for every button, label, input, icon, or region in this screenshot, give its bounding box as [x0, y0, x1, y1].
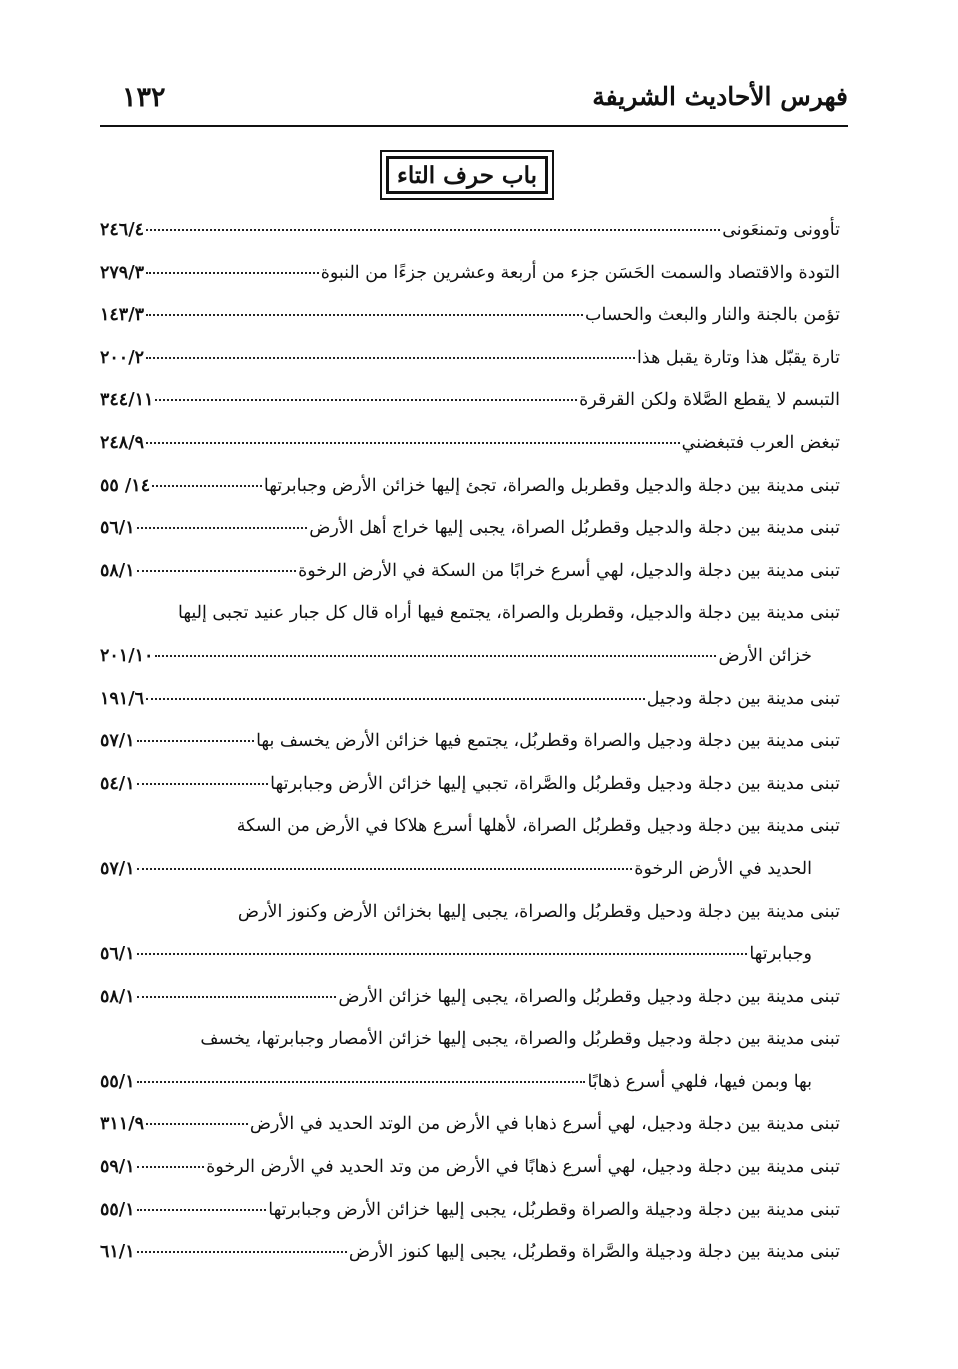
section-heading-box	[380, 150, 554, 200]
dot-leader	[137, 1081, 586, 1083]
entry-text: تبنى مدينة بين دجلة ودجيل، لهي أسرع ذهابا في الأرض من الوتد الحديد في الأرض	[249, 1114, 840, 1135]
index-entry	[100, 979, 840, 1022]
entry-reference: ٥٥/١	[100, 1199, 135, 1220]
entry-reference: ١٤/ ٥٥	[100, 475, 151, 496]
entry-reference: ٣١١/٩	[100, 1114, 144, 1135]
index-entry	[100, 1021, 840, 1064]
entry-reference: ١٤٣/٣	[100, 305, 144, 326]
entry-text: تبنى مدينة بين دجلة ودجيل وقطربُل الصراة، لأهلها أسرع هلاكا في الأرض من السكة	[236, 816, 840, 837]
dot-leader	[137, 1209, 267, 1211]
index-entry	[100, 212, 840, 255]
entry-continuation-text: الحديد في الأرض الرخوة	[634, 858, 812, 879]
dot-leader	[146, 272, 319, 274]
entry-text: تبنى مدينة بين دجلة ودجيل والصراة وقطربُل، يجتمع فيها خزائن الأرض يخسف بها	[256, 731, 840, 752]
dot-leader	[146, 357, 635, 359]
page-number: ١٣٢	[122, 82, 166, 113]
index-entry	[100, 1234, 840, 1277]
entry-reference: ٥٨/١	[100, 986, 135, 1007]
dot-leader	[155, 399, 577, 401]
index-entry	[100, 255, 840, 298]
dot-leader	[146, 314, 583, 316]
index-entry	[100, 766, 840, 809]
entry-text: تبنى مدينة بين دجلة ودحيل وقطربُل والصراة، يجبى إليها بخزائن الأرض وكنوز الأرض	[237, 901, 840, 922]
entry-reference: ٢٠٠/٢	[100, 347, 144, 368]
entry-reference: ٥٤/١	[100, 773, 135, 794]
dot-leader	[137, 527, 308, 529]
index-entry	[100, 1106, 840, 1149]
index-entry	[100, 681, 840, 724]
hadith-index-list	[100, 212, 840, 1277]
dot-leader	[137, 1166, 205, 1168]
dot-leader	[146, 698, 645, 700]
entry-text: تؤمن بالجنة والنار والبعث والحساب	[585, 305, 840, 326]
entry-reference: ٥٥/١	[100, 1071, 135, 1092]
entry-text: تبنى مدينة بين دجلة ودجيل	[646, 688, 840, 709]
entry-text: تبنى مدينة بين دجلة ودجيل، لهي أسرع ذهابًا في الأرض من وتد الحديد في الأرض الرخوة	[206, 1157, 840, 1178]
index-entry	[100, 510, 840, 553]
index-entry	[100, 340, 840, 383]
index-entry	[100, 382, 840, 425]
entry-text: تبغض العرب فتبغضني	[681, 432, 840, 453]
dot-leader	[146, 1123, 248, 1125]
entry-reference: ٥٨/١	[100, 560, 135, 581]
entry-reference: ٥٦/١	[100, 518, 135, 539]
index-entry	[100, 468, 840, 511]
page-header	[100, 78, 848, 118]
index-entry	[100, 808, 840, 851]
index-entry	[100, 1192, 840, 1235]
header-rule	[100, 125, 848, 127]
index-entry	[100, 297, 840, 340]
dot-leader	[146, 442, 680, 444]
entry-text: تارة يقبّل هذا وتارة يقبل هذا	[637, 347, 840, 368]
index-entry-continuation	[100, 1064, 840, 1107]
entry-text: تبنى مدينة بين دجلة والدجيل، لهي أسرع خرابًا من السكة في الأرض الرخوة	[298, 560, 840, 581]
dot-leader	[137, 783, 269, 785]
entry-text: تبنى مدينة بين دجلة ودجيل وقطربُل والصراة، يجبى إليها خزائن الأمصار وجبابرتها، يخسف	[200, 1029, 840, 1050]
index-entry	[100, 553, 840, 596]
entry-reference: ٢٠١/١٠	[100, 645, 154, 666]
entry-reference: ٥٧/١	[100, 731, 135, 752]
entry-reference: ٥٦/١	[100, 944, 135, 965]
dot-leader	[146, 229, 720, 231]
entry-text: تبنى مدينة بين دجلة والدجيل وقطربُل الصراة، يجبى إليها خراج أهل الأرض	[309, 518, 840, 539]
index-entry	[100, 1149, 840, 1192]
dot-leader	[155, 655, 716, 657]
entry-reference: ١٩١/٦	[100, 688, 144, 709]
entry-reference: ٢٤٦/٤	[100, 220, 144, 240]
entry-continuation-text: خزائن الأرض	[718, 645, 812, 666]
index-entry	[100, 595, 840, 638]
dot-leader	[137, 1251, 347, 1253]
entry-text: التودة والاقتصاد والسمت الحَسَن جزء من أربعة وعشرين جزءًا من النبوة	[320, 262, 840, 283]
dot-leader	[137, 740, 255, 742]
entry-text: تبنى مدينة بين دجلة والدجيل، وقطربل والصراة، يجتمع فيها أراه قال كل جبار عنيد تجبى إليها	[178, 603, 840, 624]
dot-leader	[137, 996, 337, 998]
entry-text: تبنى مدينة بين دجلة ودجيل وقطربُل والصراة، يجبى إليها خزائن الأرض	[338, 986, 840, 1007]
dot-leader	[137, 570, 296, 572]
index-entry-continuation	[100, 936, 840, 979]
entry-text: التبسم لا يقطع الصَّلاة ولكن القرقرة	[579, 390, 840, 411]
section-title: باب حرف التاء	[397, 161, 537, 189]
page-title: فهرس الأحاديث الشريفة	[592, 82, 848, 111]
index-entry	[100, 425, 840, 468]
entry-reference: ٣٤٤/١١	[100, 390, 154, 411]
dot-leader	[152, 485, 262, 487]
entry-continuation-text: وجبابرتها	[749, 944, 812, 965]
entry-reference: ٥٩/١	[100, 1157, 135, 1178]
entry-reference: ٥٧/١	[100, 858, 135, 879]
entry-text: تبنى مدينة بين دجلة ودجيلة والصراة وقطربُل، يجبى إليها خزائن الأرض وجبابرتها	[268, 1199, 840, 1220]
entry-reference: ٢٤٨/٩	[100, 432, 144, 453]
index-entry-continuation	[100, 851, 840, 894]
entry-text: تبنى مدينة بين دجلة ودجيلة والصَّراة وقطربُل، يجبى إليها كنوز الأرض	[348, 1242, 840, 1263]
index-entry-continuation	[100, 638, 840, 681]
entry-reference: ٢٧٩/٣	[100, 262, 144, 283]
entry-text: تأوونى وتمنعَونى	[722, 220, 840, 240]
entry-reference: ٦١/١	[100, 1242, 135, 1263]
entry-continuation-text: بها وبمن فيها، فلهي أسرع ذهابًا	[587, 1071, 812, 1092]
index-entry	[100, 894, 840, 937]
entry-text: تبنى مدينة بين دجلة والدجيل وقطربل والصراة، تجئ إليها خزائن الأرض وجبابرتها	[263, 475, 840, 496]
entry-text: تبنى مدينة بين دجلة ودجيل وقطربُل والصَّراة، تجبي إليها خزائن الأرض وجبابرتها	[270, 773, 840, 794]
dot-leader	[137, 868, 633, 870]
index-entry	[100, 723, 840, 766]
dot-leader	[137, 953, 748, 955]
